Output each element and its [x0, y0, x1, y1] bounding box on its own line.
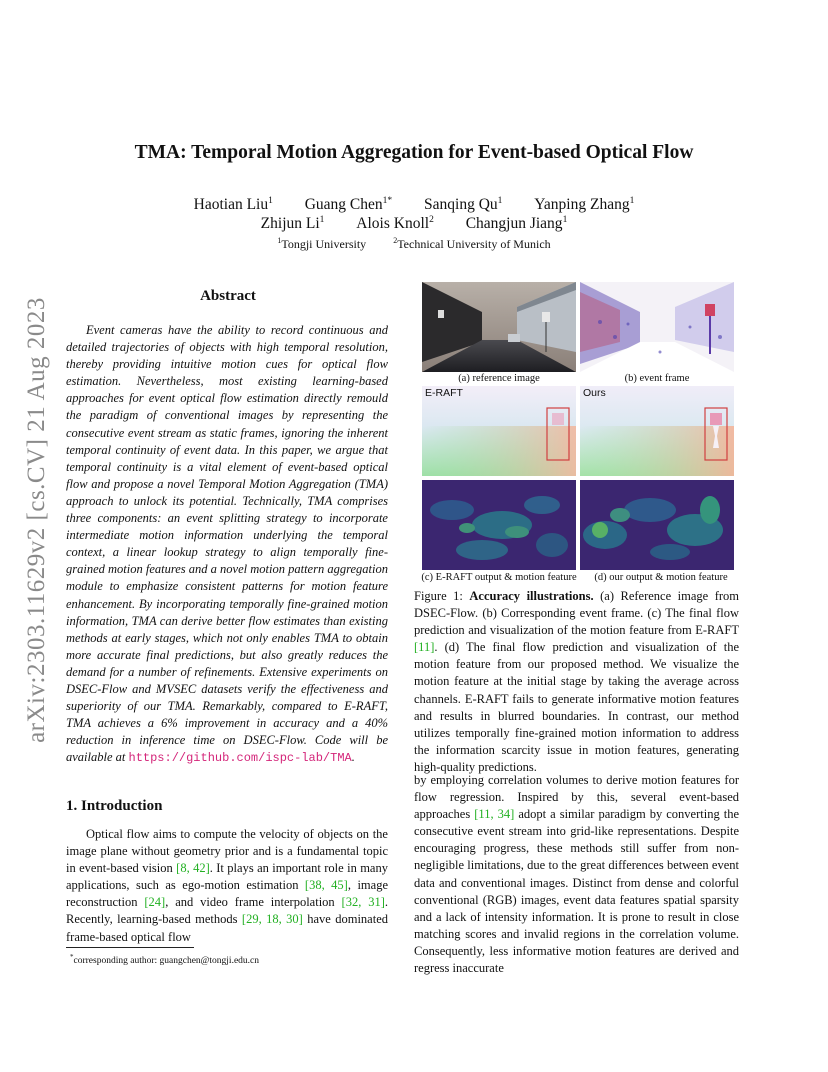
arxiv-id: arXiv:2303.11629v2 [cs.CV] 21 Aug 2023	[23, 297, 50, 743]
affiliation-sup: 1	[277, 236, 282, 245]
citation-link[interactable]: [24]	[144, 895, 166, 910]
affiliation	[277, 236, 366, 252]
author-sup: 1	[562, 215, 568, 225]
eraft-flow-output	[422, 386, 576, 476]
author	[534, 196, 634, 214]
paper-title: TMA: Temporal Motion Aggregation for Event-based Optical Flow	[134, 142, 694, 163]
author-sup: 1	[268, 196, 273, 206]
footnote-rule	[66, 947, 194, 948]
citation-link[interactable]: [11]	[414, 640, 435, 655]
author-name: Haotian Liu	[193, 196, 269, 214]
fig-label-b: (b) event frame	[624, 373, 690, 384]
author	[305, 196, 392, 214]
caption-number: Figure 1:	[414, 589, 470, 603]
reference-image	[422, 282, 576, 372]
intro-text: . It plays an important role in many applications, such as ego-motion estimation	[66, 861, 388, 893]
author-name: Changjun Jiang	[465, 215, 563, 233]
author	[194, 196, 273, 214]
intro-text: , image reconstruction	[66, 878, 388, 910]
author-name: Guang Chen	[304, 196, 383, 214]
ours-motion-feature	[580, 480, 734, 570]
author	[466, 215, 568, 233]
author-sup: 1*	[382, 196, 393, 206]
authors-line-1	[0, 196, 828, 214]
caption-title: Accuracy illustrations.	[469, 589, 594, 603]
author	[356, 215, 434, 233]
abstract-body	[66, 322, 388, 767]
intro-body	[66, 826, 388, 946]
citation-link[interactable]: [11, 34]	[474, 807, 515, 822]
body-text: by employing correlation volumes to derive motion features for flow regression. Inspired by this, several event-based approaches	[414, 773, 739, 822]
caption-text: (a) Reference image from DSEC-Flow. (b) Corresponding event frame. (c) The final flow prediction and visualization of the motion feature from E-RAFT	[414, 589, 739, 638]
intro-text: have dominated frame-based optical flow	[66, 912, 388, 944]
citation-link[interactable]: [8, 42]	[176, 861, 210, 876]
author-sup: 1	[319, 215, 325, 225]
author	[424, 196, 502, 214]
citation-link[interactable]: [29, 18, 30]	[241, 912, 303, 927]
event-frame	[580, 282, 734, 372]
abstract-heading: Abstract	[200, 288, 256, 304]
fig-label-d: (d) our output & motion feature	[594, 572, 728, 583]
body-text: adopt a similar paradigm by converting the consecutive event stream into grid-like representations. Despite encouraging progress, these methods still suffer from non-negligible limitations, due to the great differences between event data and conventional images. Distinct from dense and colorful conventional (RGB) images, event data features spatial sparsity and a lack of intensity information. It is prone to result in close matching scores and invalid regions in the correlation volume. Consequently, less informative motion features are derived and regress inaccurate	[414, 807, 739, 976]
eraft-motion-feature	[422, 480, 576, 570]
affiliation-name: Tongji University	[281, 237, 367, 251]
citation-link[interactable]: [32, 31]	[341, 895, 385, 910]
author-sup: 1	[497, 196, 503, 206]
ours-flow-output	[580, 386, 734, 476]
intro-text: , and video frame interpolation	[165, 895, 342, 910]
arxiv-stamp	[14, 280, 60, 760]
intro-heading: 1. Introduction	[66, 798, 163, 814]
author-sup: 1	[629, 196, 635, 206]
author-name: Yanping Zhang	[534, 196, 630, 214]
caption-text: . (d) The final flow prediction and visualization of the motion feature from our proposed method. We visualize the motion feature at the initial stage by taking the average across channels. E-RAFT fails to generate informative motion features and results in blurred boundaries. In contrast, our method utilizes temporally fine-grained motion information to address the information scarcity issue in motion features, generating high-quality predictions.	[414, 640, 739, 774]
footnote	[70, 953, 259, 966]
right-column-body	[414, 772, 739, 977]
fig-label-a: (a) reference image	[458, 373, 540, 384]
abstract-text: Event cameras have the ability to record continuous and detailed trajectories of objects with high temporal resolution, thereby providing intuitive motion cues for optical flow estimation. Nevertheless, most existing learning-based approaches for event optical flow estimation directly remould the paradigm of conventional images by representing the consecutive event stream as static frames, ignoring the inherent temporal continuity of event data. In this paper, we argue that temporal continuity is a vital element of event-based optical flow and propose a novel Temporal Motion Aggregation (TMA) approach to unlock its potential. Technically, TMA comprises three components: an event splitting strategy to incorporate intermediate motion information underlying the temporal context, a linear lookup strategy to align temporally fine-grained motion features and a novel motion pattern aggregation module to emphasize consistent patterns for motion feature enhancement. By incorporating temporally fine-grained motion information, TMA can derive better flow estimates than existing methods at early stages, which not only enables TMA to obtain more accurate final predictions, but also greatly reduces the demand for a number of refinements. Extensive experiments on DSEC-Flow and MVSEC datasets verify the effectiveness and superiority of our TMA. Remarkably, compared to E-RAFT, TMA achieves a 6% improvement in accuracy and a 40% reduction in inference time on DSEC-Flow. Code will be available at	[66, 323, 388, 765]
affiliation	[393, 236, 550, 252]
code-link[interactable]: https://github.com/ispc-lab/TMA	[128, 751, 352, 766]
abstract-end: .	[351, 750, 355, 765]
citation-link[interactable]: [38, 45]	[304, 878, 348, 893]
intro-text: . Recently, learning-based methods	[66, 895, 388, 927]
fig-label-c: (c) E-RAFT output & motion feature	[421, 572, 577, 583]
tag-eraft: E-RAFT	[425, 387, 463, 399]
affiliations	[0, 236, 828, 252]
footnote-text: corresponding author: guangchen@tongji.edu.cn	[73, 956, 260, 967]
footnote-mark: *	[70, 953, 74, 961]
author-name: Sanqing Qu	[424, 196, 498, 214]
affiliation-sup: 2	[393, 236, 398, 245]
intro-text: Optical flow aims to compute the velocity of objects on the image plane without geometry prior and is a fundamental topic in event-based vision	[66, 827, 388, 876]
author	[261, 215, 325, 233]
affiliation-name: Technical University of Munich	[397, 237, 551, 251]
author-name: Alois Knoll	[356, 215, 430, 233]
author-sup: 2	[429, 215, 434, 225]
author-name: Zhijun Li	[260, 215, 320, 233]
authors-line-2	[0, 215, 828, 233]
figure-caption	[414, 588, 739, 776]
tag-ours: Ours	[583, 387, 606, 399]
